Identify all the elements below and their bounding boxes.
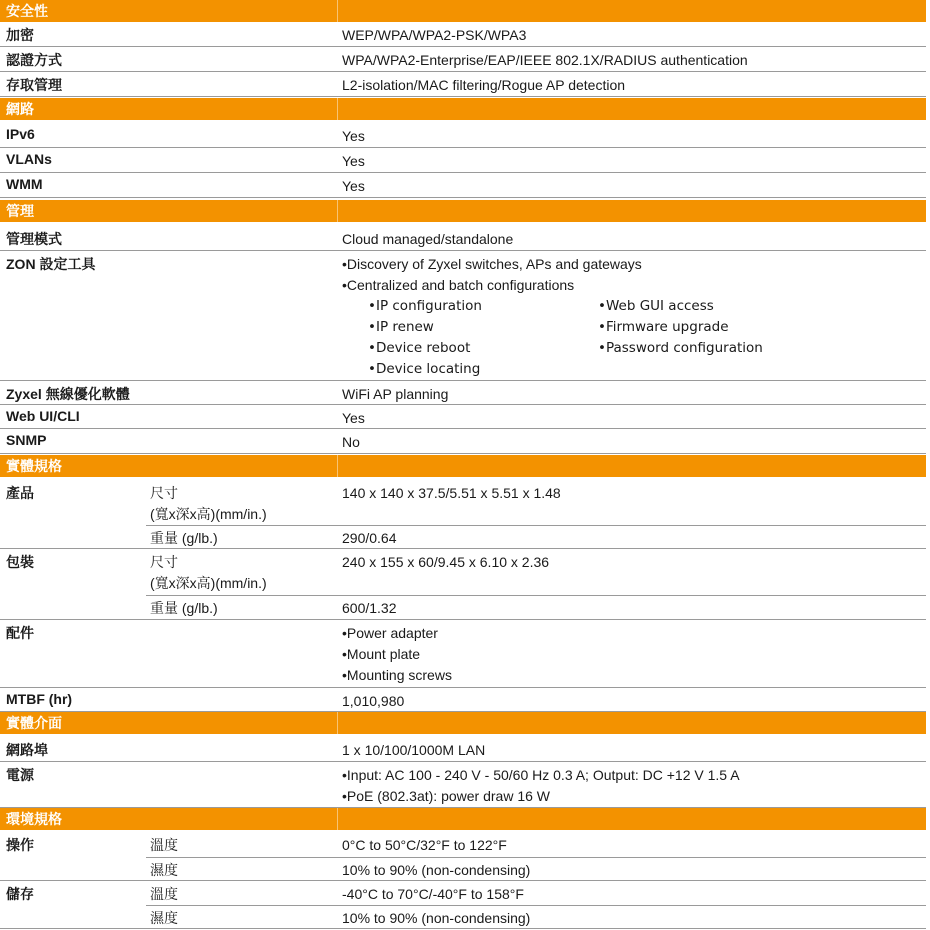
spec-row-network-port <box>0 737 926 762</box>
spec-row-zon-utility <box>0 251 926 381</box>
spec-value: No <box>342 434 360 450</box>
spec-value: 240 x 155 x 60/9.45 x 6.10 x 2.36 <box>342 554 550 570</box>
dimension-label: 尺寸 <box>150 554 178 570</box>
spec-row-storage-humidity <box>0 905 926 929</box>
list-item: • Firmware upgrade <box>598 317 763 338</box>
spec-label: 電源 <box>6 767 34 783</box>
zon-sub-features <box>342 296 763 380</box>
spec-value: L2-isolation/MAC filtering/Rogue AP detection <box>342 77 626 93</box>
dimension-unit-label: (寬x深x高)(mm/in.) <box>150 575 267 591</box>
spec-row-vlans <box>0 148 926 173</box>
list-item: • Device reboot <box>368 338 482 359</box>
accessories-list <box>342 623 452 686</box>
spec-label: Web UI/CLI <box>6 408 80 424</box>
spec-row-management-mode <box>0 226 926 251</box>
spec-sublabel: 重量 (g/lb.) <box>150 600 218 616</box>
dimension-unit-label: (寬x深x高)(mm/in.) <box>150 506 267 522</box>
list-item: • IP configuration <box>368 296 482 317</box>
spec-label: Zyxel 無線優化軟體 <box>6 386 130 402</box>
spec-value: 10% to 90% (non-condensing) <box>342 862 531 878</box>
spec-label: MTBF (hr) <box>6 691 73 707</box>
spec-sublabel: 溫度 <box>150 837 178 853</box>
section-header-environment <box>0 808 926 830</box>
spec-label: 產品 <box>6 485 34 501</box>
spec-row-encryption <box>0 22 926 47</box>
list-item: • Discovery of Zyxel switches, APs and gateways <box>342 254 642 275</box>
spec-value: 1 x 10/100/1000M LAN <box>342 742 486 758</box>
spec-label: 包裝 <box>6 554 34 570</box>
spec-sublabel <box>150 552 267 594</box>
spec-label: 管理模式 <box>6 231 62 247</box>
spec-value: 600/1.32 <box>342 600 397 616</box>
spec-row-accessories <box>0 620 926 688</box>
spec-label: 儲存 <box>6 886 34 902</box>
section-header-security <box>0 0 926 22</box>
list-item: • Web GUI access <box>598 296 763 317</box>
spec-label: 網路埠 <box>6 742 48 758</box>
spec-row-mtbf <box>0 688 926 712</box>
spec-label: IPv6 <box>6 126 35 142</box>
list-item: • Centralized and batch configurations <box>342 275 642 296</box>
spec-row-product-weight <box>0 525 926 549</box>
spec-sublabel: 溫度 <box>150 886 178 902</box>
spec-value: -40°C to 70°C/-40°F to 158°F <box>342 886 524 902</box>
section-title: 環境規格 <box>6 811 62 827</box>
spec-sublabel: 濕度 <box>150 910 178 926</box>
list-item: • Mounting screws <box>342 665 452 686</box>
dimension-label: 尺寸 <box>150 485 178 501</box>
spec-row-storage-temperature <box>0 881 926 905</box>
spec-label: VLANs <box>6 151 52 167</box>
spec-value: 1,010,980 <box>342 693 405 709</box>
spec-value: Yes <box>342 410 365 426</box>
section-title: 網路 <box>6 101 34 117</box>
list-item: • Input: AC 100 - 240 V - 50/60 Hz 0.3 A; Output: DC +12 V 1.5 A <box>342 765 740 786</box>
section-title: 管理 <box>6 203 34 219</box>
spec-sublabel <box>150 483 267 525</box>
zon-sub-list-right <box>598 296 763 359</box>
spec-row-power <box>0 762 926 808</box>
spec-value: 0°C to 50°C/32°F to 122°F <box>342 837 507 853</box>
list-item: • IP renew <box>368 317 482 338</box>
spec-row-access-management <box>0 72 926 97</box>
spec-label: ZON 設定工具 <box>6 256 96 272</box>
spec-value: WPA/WPA2-Enterprise/EAP/IEEE 802.1X/RADIUS authentication <box>342 52 748 68</box>
zon-sub-list-left <box>368 296 482 380</box>
spec-value: WEP/WPA/WPA2-PSK/WPA3 <box>342 27 527 43</box>
spec-value: 140 x 140 x 37.5/5.51 x 5.51 x 1.48 <box>342 485 561 501</box>
list-item: • Mount plate <box>342 644 452 665</box>
spec-value: Yes <box>342 178 365 194</box>
spec-label: 操作 <box>6 837 34 853</box>
list-item: • Device locating <box>368 359 482 380</box>
zon-feature-list <box>342 254 763 380</box>
spec-value: Yes <box>342 128 365 144</box>
spec-label: SNMP <box>6 432 47 448</box>
section-header-physical <box>0 455 926 477</box>
spec-row-authentication <box>0 47 926 72</box>
spec-label: 存取管理 <box>6 77 62 93</box>
spec-row-operating-temperature <box>0 832 926 857</box>
list-item: • PoE (802.3at): power draw 16 W <box>342 786 740 807</box>
section-title: 實體規格 <box>6 458 62 474</box>
spec-sublabel: 濕度 <box>150 862 178 878</box>
spec-value: 290/0.64 <box>342 530 397 546</box>
section-header-network <box>0 98 926 120</box>
spec-label: 配件 <box>6 625 34 641</box>
spec-row-wireless-optimizer <box>0 381 926 405</box>
spec-label: 加密 <box>6 27 34 43</box>
spec-value: 10% to 90% (non-condensing) <box>342 910 531 926</box>
spec-sublabel: 重量 (g/lb.) <box>150 530 218 546</box>
spec-row-wmm <box>0 173 926 198</box>
section-title: 安全性 <box>6 3 48 19</box>
list-item: • Password configuration <box>598 338 763 359</box>
spec-value: Cloud managed/standalone <box>342 231 514 247</box>
spec-value: WiFi AP planning <box>342 386 449 402</box>
spec-label: 認證方式 <box>6 52 62 68</box>
spec-value: Yes <box>342 153 365 169</box>
power-list <box>342 765 740 807</box>
spec-row-ipv6 <box>0 123 926 148</box>
section-title: 實體介面 <box>6 715 62 731</box>
section-header-management <box>0 200 926 222</box>
spec-label: WMM <box>6 176 43 192</box>
spec-row-snmp <box>0 429 926 454</box>
section-header-interface <box>0 712 926 734</box>
spec-row-product-dimensions <box>0 480 926 525</box>
spec-row-package-weight <box>0 595 926 620</box>
spec-row-operating-humidity <box>0 857 926 881</box>
spec-row-package-dimensions <box>0 549 926 595</box>
list-item: • Power adapter <box>342 623 452 644</box>
spec-row-web-ui-cli <box>0 405 926 429</box>
